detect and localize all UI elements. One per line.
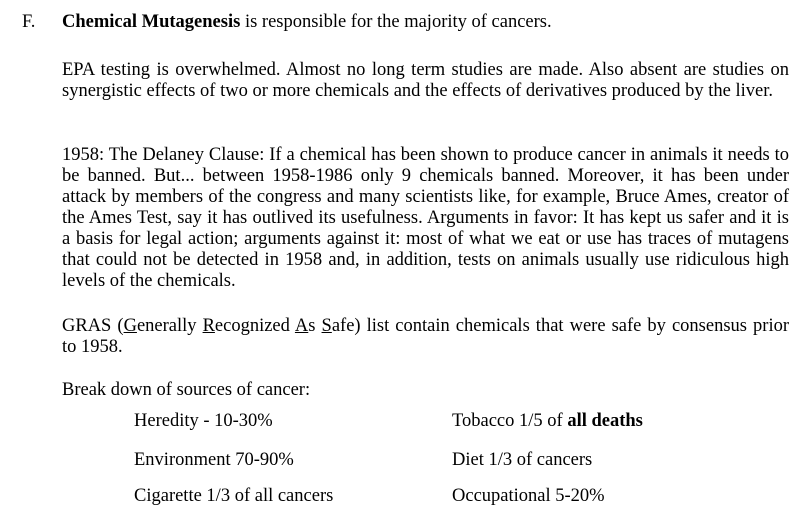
epa-paragraph: EPA testing is overwhelmed. Almost no long term studies are made. Also absent are studies on synergistic effects of two or more chemicals and the effects of derivatives produced by the liver.: [62, 60, 789, 101]
cigarette-item: Cigarette 1/3 of all cancers: [134, 486, 334, 506]
heading-bold-term: Chemical Mutagenesis: [62, 12, 241, 32]
gras-initial-r: R: [202, 316, 215, 336]
section-heading: [62, 12, 792, 33]
tobacco-bold: all deaths: [567, 411, 643, 431]
heading-text: is responsible for the majority of cancers.: [240, 12, 552, 32]
tobacco-item: [452, 411, 643, 432]
breakdown-intro: Break down of sources of cancer:: [62, 380, 311, 400]
gras-word-generally: enerally: [136, 316, 203, 336]
gras-initial-g: G: [123, 316, 137, 336]
gras-word-recognized: ecognized: [214, 316, 295, 336]
gras-initial-s: S: [321, 316, 332, 336]
section-letter: F.: [22, 12, 36, 32]
gras-word-as: s: [308, 316, 322, 336]
gras-prefix: GRAS (: [62, 316, 124, 336]
gras-initial-a: A: [294, 316, 309, 336]
tobacco-text: Tobacco 1/5 of: [452, 411, 568, 431]
occupational-item: Occupational 5-20%: [452, 486, 605, 506]
environment-item: Environment 70-90%: [134, 450, 294, 470]
diet-item: Diet 1/3 of cancers: [452, 450, 593, 470]
delaney-paragraph: 1958: The Delaney Clause: If a chemical has been shown to produce cancer in animals it needs to be banned. But... between 1958-1986 only 9 chemicals banned. Moreover, it has been under attack by members of the congress and many scientists like, for example, Bruce Ames, creator of the Ames Test, say it has outlived its usefulness. Arguments in favor: It has kept us safer and it is a basis for legal action; arguments against it: most of what we eat or use has traces of mutagens that could not be detected in 1958 and, in addition, tests on animals usually use ridiculous high levels of the chemicals.: [62, 145, 789, 291]
gras-paragraph: [62, 316, 789, 358]
heredity-item: Heredity - 10-30%: [134, 411, 273, 431]
gras-rest: afe) list contain chemicals that were safe by consensus prior to 1958.: [62, 316, 789, 357]
